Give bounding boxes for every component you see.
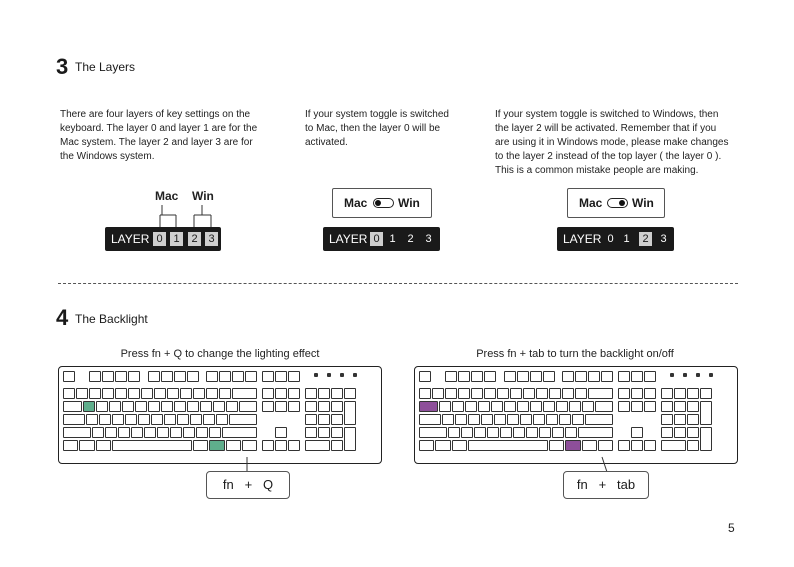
key-num [206,388,218,399]
key-nav [618,388,630,399]
key-arrow [618,440,630,451]
key-f [588,371,600,382]
key-numpad [305,427,317,438]
key-numpad-plus [344,401,356,425]
key-alpha [96,401,108,412]
backlight-effect-caption: Press fn + Q to change the lighting effect [120,348,320,360]
section-divider [58,283,738,284]
toggle-win-label: Win [632,196,654,210]
key-alt [549,440,564,451]
key-nav [631,401,643,412]
key-f [530,371,542,382]
key-nav [262,401,274,412]
section-4-number: 4 [56,305,69,330]
key-alpha [131,427,143,438]
key-numpad-enter [344,427,356,451]
key-numpad [661,388,673,399]
key-num [219,388,231,399]
key-f [245,371,257,382]
keyboard-illustration-left [58,366,382,464]
key-num [536,388,548,399]
key-tab [63,401,82,412]
key-numpad [674,401,686,412]
layer-3: 3 [205,232,218,246]
layer-2: 2 [188,232,201,246]
layer-label: LAYER [329,232,368,246]
key-numpad [344,388,356,399]
key-numpad [331,427,343,438]
key-arrow [275,440,287,451]
section-3-title: The Layers [75,60,136,74]
indicator-light [670,373,674,377]
layer-0: 0 [607,233,614,245]
key-f [128,371,140,382]
section-3-number: 3 [56,54,69,79]
key-alpha [187,401,199,412]
layer-indicator-bar-win [557,227,674,251]
key-arrow [288,440,300,451]
key-alpha [112,414,124,425]
key-alpha [494,414,506,425]
key-f [102,371,114,382]
key-numpad-dot [331,440,343,451]
key-num [471,388,483,399]
toggle-win-label: Win [398,196,420,210]
key-f [575,371,587,382]
key-menu [226,440,241,451]
key-numpad-plus [700,401,712,425]
layer-indicator-bar-mac [323,227,440,251]
key-arrow-up [275,427,287,438]
key-f [89,371,101,382]
key-q [439,401,451,412]
indicator-light [327,373,331,377]
key-nav [275,401,287,412]
toggle-switch-icon [373,198,394,208]
key-numpad-0 [661,440,686,451]
key-f [219,371,231,382]
key-arrow [631,440,643,451]
key-enter [229,414,257,425]
key-alpha [170,427,182,438]
key-alpha [500,427,512,438]
key-f [174,371,186,382]
key-num [419,388,431,399]
key-shift [419,427,447,438]
key-alpha [148,401,160,412]
key-alpha [517,401,529,412]
key-numpad [661,401,673,412]
key-numpad [687,401,699,412]
key-numpad-0 [305,440,330,451]
section-4-title: The Backlight [75,312,148,326]
key-f [484,371,496,382]
key-numpad [305,388,317,399]
key-backspace [588,388,613,399]
keyboard-illustration-right [414,366,738,464]
key-alpha [565,427,577,438]
key-alpha [226,401,238,412]
key-enter [585,414,613,425]
system-toggle-mac [332,188,432,218]
key-fn [565,440,580,451]
key-nav [631,371,643,382]
key-alpha [196,427,208,438]
key-f [601,371,613,382]
key-nav [631,388,643,399]
plus-sign: + [244,477,253,492]
key-f [161,371,173,382]
plus-sign: + [598,477,607,492]
layer-label: LAYER [563,232,602,246]
key-numpad [331,414,343,425]
key-alpha [504,401,516,412]
key-alpha [533,414,545,425]
key-alpha [468,414,480,425]
key-alpha [174,401,186,412]
key-num [193,388,205,399]
key-f [517,371,529,382]
key-nav [644,401,656,412]
key-alpha [200,401,212,412]
key-numpad [318,388,330,399]
layer-0-active: 0 [370,232,383,246]
key-alpha [209,427,221,438]
mac-label: Mac [155,189,179,203]
key-num [562,388,574,399]
key-alpha [452,401,464,412]
key-win [79,440,94,451]
key-alpha [474,427,486,438]
key-esc [63,371,75,382]
key-num [549,388,561,399]
fn-key-label: fn [222,477,234,492]
key-numpad [661,414,673,425]
key-alpha [520,414,532,425]
key-f [562,371,574,382]
key-alpha [118,427,130,438]
key-alpha [86,414,98,425]
key-alpha [109,401,121,412]
key-alpha [157,427,169,438]
key-alpha [465,401,477,412]
key-fn [209,440,224,451]
key-numpad [661,427,673,438]
key-nav [275,371,287,382]
key-alpha [164,414,176,425]
indicator-light [353,373,357,377]
key-alpha [99,414,111,425]
key-num [141,388,153,399]
key-nav [288,371,300,382]
key-alpha [559,414,571,425]
key-alt [193,440,208,451]
layers-description: There are four layers of key settings on the keyboard. The layer 0 and layer 1 are for the Mac system. The layer 2 and layer 3 are for the Windows system. [60,109,258,162]
key-alpha [122,401,134,412]
key-alpha [487,427,499,438]
key-nav [262,371,274,382]
key-ctrl [419,440,434,451]
layer-2-active: 2 [639,232,652,246]
key-nav [288,388,300,399]
key-f [115,371,127,382]
key-alpha [513,427,525,438]
key-f [458,371,470,382]
key-nav [262,388,274,399]
key-f [543,371,555,382]
key-backspace [232,388,257,399]
layer-1: 1 [170,232,183,246]
key-backslash [595,401,614,412]
key-alpha [177,414,189,425]
key-alpha [448,427,460,438]
key-num [89,388,101,399]
mac-toggle-description: If your system toggle is switched to Mac, then the layer 0 will be activated. [305,109,449,148]
key-num [432,388,444,399]
key-alpha [442,414,454,425]
key-alt [452,440,467,451]
key-alpha [190,414,202,425]
key-numpad [305,414,317,425]
toggle-mac-label: Mac [344,196,368,210]
key-shift [222,427,257,438]
key-numpad [331,388,343,399]
key-f [445,371,457,382]
key-num [167,388,179,399]
key-menu [582,440,597,451]
key-ctrl [242,440,257,451]
indicator-light [314,373,318,377]
key-backslash [239,401,258,412]
key-num [128,388,140,399]
key-numpad [318,401,330,412]
key-alpha [530,401,542,412]
key-alpha [556,401,568,412]
key-numpad [318,414,330,425]
key-alpha [546,414,558,425]
key-numpad [700,388,712,399]
key-numpad [687,427,699,438]
key-alpha [526,427,538,438]
key-space [468,440,548,451]
key-shift [578,427,613,438]
key-num [102,388,114,399]
key-numpad [318,427,330,438]
key-f [206,371,218,382]
key-space [112,440,192,451]
key-numpad [305,401,317,412]
key-num [458,388,470,399]
key-numpad [687,388,699,399]
key-alpha [507,414,519,425]
key-f [187,371,199,382]
indicator-light [340,373,344,377]
win-label: Win [192,189,214,203]
tab-key-label: tab [617,477,636,492]
key-alpha [543,401,555,412]
key-numpad [687,414,699,425]
key-num [115,388,127,399]
key-shift [63,427,91,438]
layer-indicator-bar [105,227,221,251]
key-alpha [216,414,228,425]
win-toggle-description: If your system toggle is switched to Windows, then the layer 2 will be activated. Remember that if you are using it in Windows mode, please make changes to the layer 2 instead of the top layer ( the layer 0 ). This is a common mistake people are making. [495,109,729,176]
layer-1: 1 [623,233,630,245]
key-alt [96,440,111,451]
key-arrow [262,440,274,451]
key-ctrl [63,440,78,451]
key-alpha [161,401,173,412]
fn-key-label: fn [576,477,588,492]
key-num [523,388,535,399]
key-num [180,388,192,399]
key-num [445,388,457,399]
key-numpad-enter [700,427,712,451]
key-alpha [569,401,581,412]
key-nav [618,401,630,412]
key-nav [275,388,287,399]
key-alpha [491,401,503,412]
backlight-toggle-caption: Press fn + tab to turn the backlight on/off [476,348,674,360]
key-alpha [478,401,490,412]
key-ctrl [598,440,613,451]
key-alpha [582,401,594,412]
key-f [232,371,244,382]
key-num [154,388,166,399]
key-num [510,388,522,399]
key-q [83,401,95,412]
key-numpad [331,401,343,412]
toggle-mac-label: Mac [579,196,603,210]
key-combo-fn-q [206,471,290,499]
key-alpha [455,414,467,425]
indicator-light [696,373,700,377]
key-alpha [183,427,195,438]
toggle-switch-icon [607,198,628,208]
key-nav [618,371,630,382]
key-alpha [213,401,225,412]
key-alpha [105,427,117,438]
key-tab [419,401,438,412]
key-num [484,388,496,399]
key-alpha [138,414,150,425]
key-num [63,388,75,399]
key-nav [288,401,300,412]
key-alpha [203,414,215,425]
layer-3: 3 [660,233,667,245]
key-win [435,440,450,451]
key-arrow [644,440,656,451]
key-nav [644,371,656,382]
key-alpha [135,401,147,412]
key-alpha [552,427,564,438]
key-f [504,371,516,382]
key-numpad [674,388,686,399]
system-toggle-win [567,188,665,218]
layer-2: 2 [407,233,414,245]
key-alpha [572,414,584,425]
key-combo-fn-tab [563,471,649,499]
key-alpha [539,427,551,438]
key-alpha [144,427,156,438]
layer-3: 3 [425,233,432,245]
key-f [148,371,160,382]
key-nav [644,388,656,399]
layer-0: 0 [153,232,166,246]
key-num [76,388,88,399]
key-alpha [125,414,137,425]
key-esc [419,371,431,382]
layer-1: 1 [389,233,396,245]
key-numpad [674,414,686,425]
key-alpha [481,414,493,425]
key-caps [419,414,441,425]
indicator-light [683,373,687,377]
key-alpha [92,427,104,438]
key-numpad [674,427,686,438]
indicator-light [709,373,713,377]
page-number: 5 [728,521,735,535]
key-f [471,371,483,382]
key-arrow-up [631,427,643,438]
key-caps [63,414,85,425]
key-alpha [151,414,163,425]
key-numpad-dot [687,440,699,451]
q-key-label: Q [263,477,274,492]
layer-label: LAYER [111,232,150,246]
key-num [575,388,587,399]
key-num [497,388,509,399]
key-alpha [461,427,473,438]
